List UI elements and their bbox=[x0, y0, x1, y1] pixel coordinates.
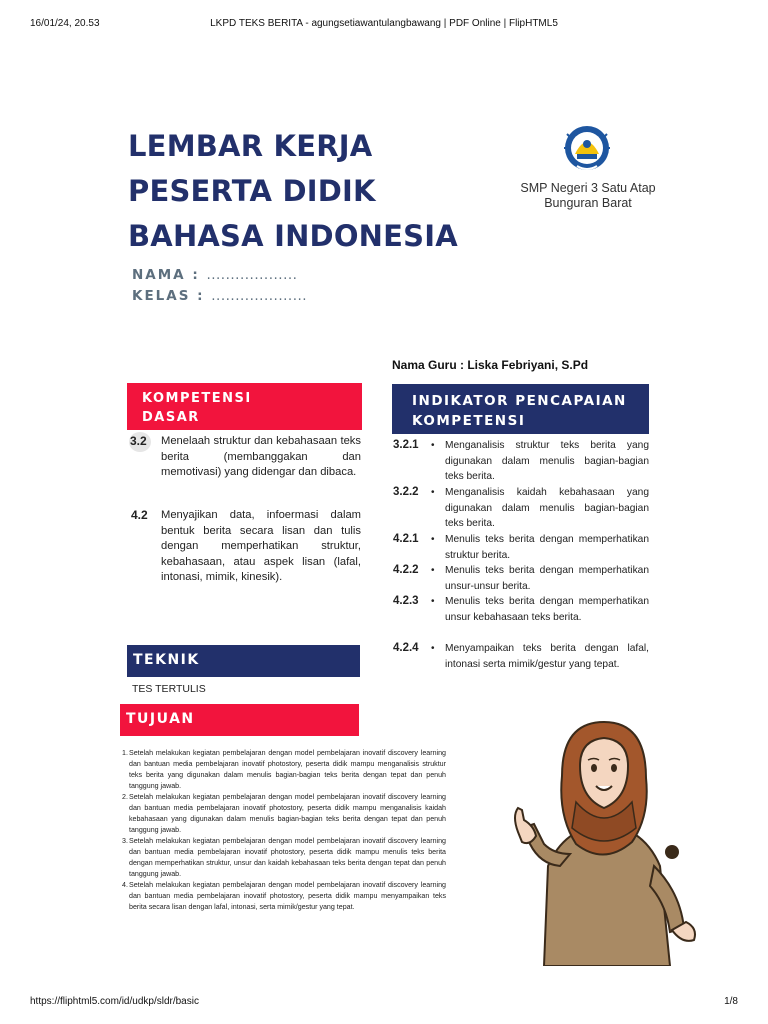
indicator-number: 3.2.1 bbox=[393, 439, 419, 451]
bullet: • bbox=[431, 596, 435, 607]
tujuan-item bbox=[122, 792, 446, 836]
indicator-text: Menyampaikan teks berita dengan lafal, intonasi serta mimik/gestur yang tepat. bbox=[445, 643, 649, 670]
indicator-number: 4.2.2 bbox=[393, 564, 419, 576]
teacher-name: Nama Guru : Liska Febriyani, S.Pd bbox=[392, 358, 589, 372]
indicator-number: 4.2.3 bbox=[393, 595, 419, 607]
indicator-text: Menulis teks berita dengan memperhatikan unsur-unsur berita. bbox=[445, 565, 649, 592]
nama-label: NAMA : bbox=[132, 267, 207, 283]
indicator-item bbox=[393, 563, 649, 594]
kompetensi-dasar-header bbox=[127, 383, 362, 430]
kelas-label: KELAS : bbox=[132, 288, 212, 304]
kd-header-line-1: KOMPETENSI bbox=[142, 391, 252, 406]
kd-number: 4.2 bbox=[131, 508, 148, 522]
nama-dots: ................... bbox=[206, 267, 298, 283]
indicator-text: Menganalisis struktur teks berita yang digunakan dalam menulis bagian-bagian teks berita. bbox=[445, 440, 649, 482]
tujuan-header: TUJUAN bbox=[120, 704, 359, 736]
kelas-field bbox=[132, 288, 307, 304]
title-line-1: LEMBAR KERJA bbox=[128, 129, 373, 163]
print-header bbox=[30, 18, 738, 32]
bullet: • bbox=[431, 487, 435, 498]
tujuan-item bbox=[122, 836, 446, 880]
tujuan-number: 2. bbox=[122, 793, 128, 801]
bullet: • bbox=[431, 643, 435, 654]
tujuan-number: 3. bbox=[122, 837, 128, 845]
kd-item bbox=[131, 508, 361, 586]
bullet: • bbox=[431, 440, 435, 451]
tut-wuri-handayani-logo-icon bbox=[563, 124, 611, 174]
nama-field bbox=[132, 267, 297, 283]
indicator-item bbox=[393, 532, 649, 563]
tujuan-text: Setelah melakukan kegiatan pembelajaran dengan model pembelajaran inovatif discovery learning dan bantuan media pembelajaran inovatif photostory, peserta didik mampu menganalisis struktur teks berita yang digunakan dalam menulis bagian-bagian teks berita dengan tepat dan penuh tanggung jawab. bbox=[129, 749, 446, 790]
kd-header-line-2: DASAR bbox=[142, 410, 200, 425]
teacher-pointing-illustration-icon bbox=[504, 716, 704, 966]
page-number: 1/8 bbox=[724, 996, 738, 1007]
page-title bbox=[128, 124, 458, 259]
ipk-header-line-2: KOMPETENSI bbox=[412, 413, 526, 429]
tujuan-item bbox=[122, 880, 446, 913]
school-line-1: SMP Negeri 3 Satu Atap bbox=[520, 181, 656, 195]
indicator-number: 4.2.4 bbox=[393, 642, 419, 654]
bullet: • bbox=[431, 534, 435, 545]
print-date: 16/01/24, 20.53 bbox=[30, 18, 100, 29]
indicator-item bbox=[393, 438, 649, 485]
print-footer bbox=[30, 996, 738, 1010]
kd-text: Menyajikan data, infoermasi dalam bentuk berita secara lisan dan tulis dengan memperhatikan struktur, kebahasaan, atau aspek lisan (lafal, intonasi, mimik, kinesik). bbox=[161, 509, 361, 583]
teknik-value: TES TERTULIS bbox=[132, 683, 206, 695]
tujuan-number: 4. bbox=[122, 881, 128, 889]
tujuan-text: Setelah melakukan kegiatan pembelajaran dengan model pembelajaran inovatif discovery learning dan bantuan media pembelajaran inovatif photostory, peserta didik mampu menganalisis kaidah kebahasaan yang digunakan dalam menulis bagian-bagian teks berita dengan tepat dan penuh tanggung jawab. bbox=[129, 793, 446, 834]
print-url: https://fliphtml5.com/id/udkp/sldr/basic bbox=[30, 996, 199, 1007]
tujuan-text: Setelah melakukan kegiatan pembelajaran dengan model pembelajaran inovatif discovery learning dan bantuan media pembelajaran inovatif photostory, peserta didik mampu menulis teks berita dengan memperhatikan struktur, unsur dan kaidah kebahasaan teks berita dengan tepat dan penuh tanggung jawab. bbox=[129, 837, 446, 878]
indicator-text: Menganalisis kaidah kebahasaan yang digunakan dalam menulis bagian-bagian teks berita. bbox=[445, 487, 649, 529]
tujuan-text: Setelah melakukan kegiatan pembelajaran dengan model pembelajaran inovatif discovery learning dan bantuan media pembelajaran inovatif photostory, peserta didik mampu menyampaikan teks berita secara lisan dengan lafal, intonasi, serta mimik/gestur yang tepat. bbox=[129, 881, 446, 911]
bullet: • bbox=[431, 565, 435, 576]
indicator-text: Menulis teks berita dengan memperhatikan unsur kebahasaan teks berita. bbox=[445, 596, 649, 623]
title-line-2: PESERTA DIDIK bbox=[128, 174, 376, 208]
title-line-3: BAHASA INDONESIA bbox=[128, 219, 458, 253]
kd-number: 3.2 bbox=[129, 432, 151, 452]
tujuan-number: 1. bbox=[122, 749, 128, 757]
kd-item bbox=[131, 434, 361, 481]
indicator-item bbox=[393, 641, 649, 672]
print-title: LKPD TEKS BERITA - agungsetiawantulangbawang | PDF Online | FlipHTML5 bbox=[210, 18, 558, 29]
indicator-text: Menulis teks berita dengan memperhatikan struktur berita. bbox=[445, 534, 649, 561]
indicator-number: 4.2.1 bbox=[393, 533, 419, 545]
indicator-number: 3.2.2 bbox=[393, 486, 419, 498]
ipk-header-line-1: INDIKATOR PENCAPAIAN bbox=[412, 393, 627, 409]
school-name bbox=[518, 181, 658, 211]
indikator-header bbox=[392, 384, 649, 434]
tujuan-list bbox=[122, 748, 446, 913]
teknik-header: TEKNIK bbox=[127, 645, 360, 677]
kd-text: Menelaah struktur dan kebahasaan teks berita (membanggakan dan memotivasi) yang didengar dan dibaca. bbox=[161, 435, 361, 478]
tujuan-item bbox=[122, 748, 446, 792]
kelas-dots: .................... bbox=[211, 288, 308, 304]
indicator-item bbox=[393, 594, 649, 625]
school-line-2: Bunguran Barat bbox=[544, 196, 632, 210]
indicator-item bbox=[393, 485, 649, 532]
